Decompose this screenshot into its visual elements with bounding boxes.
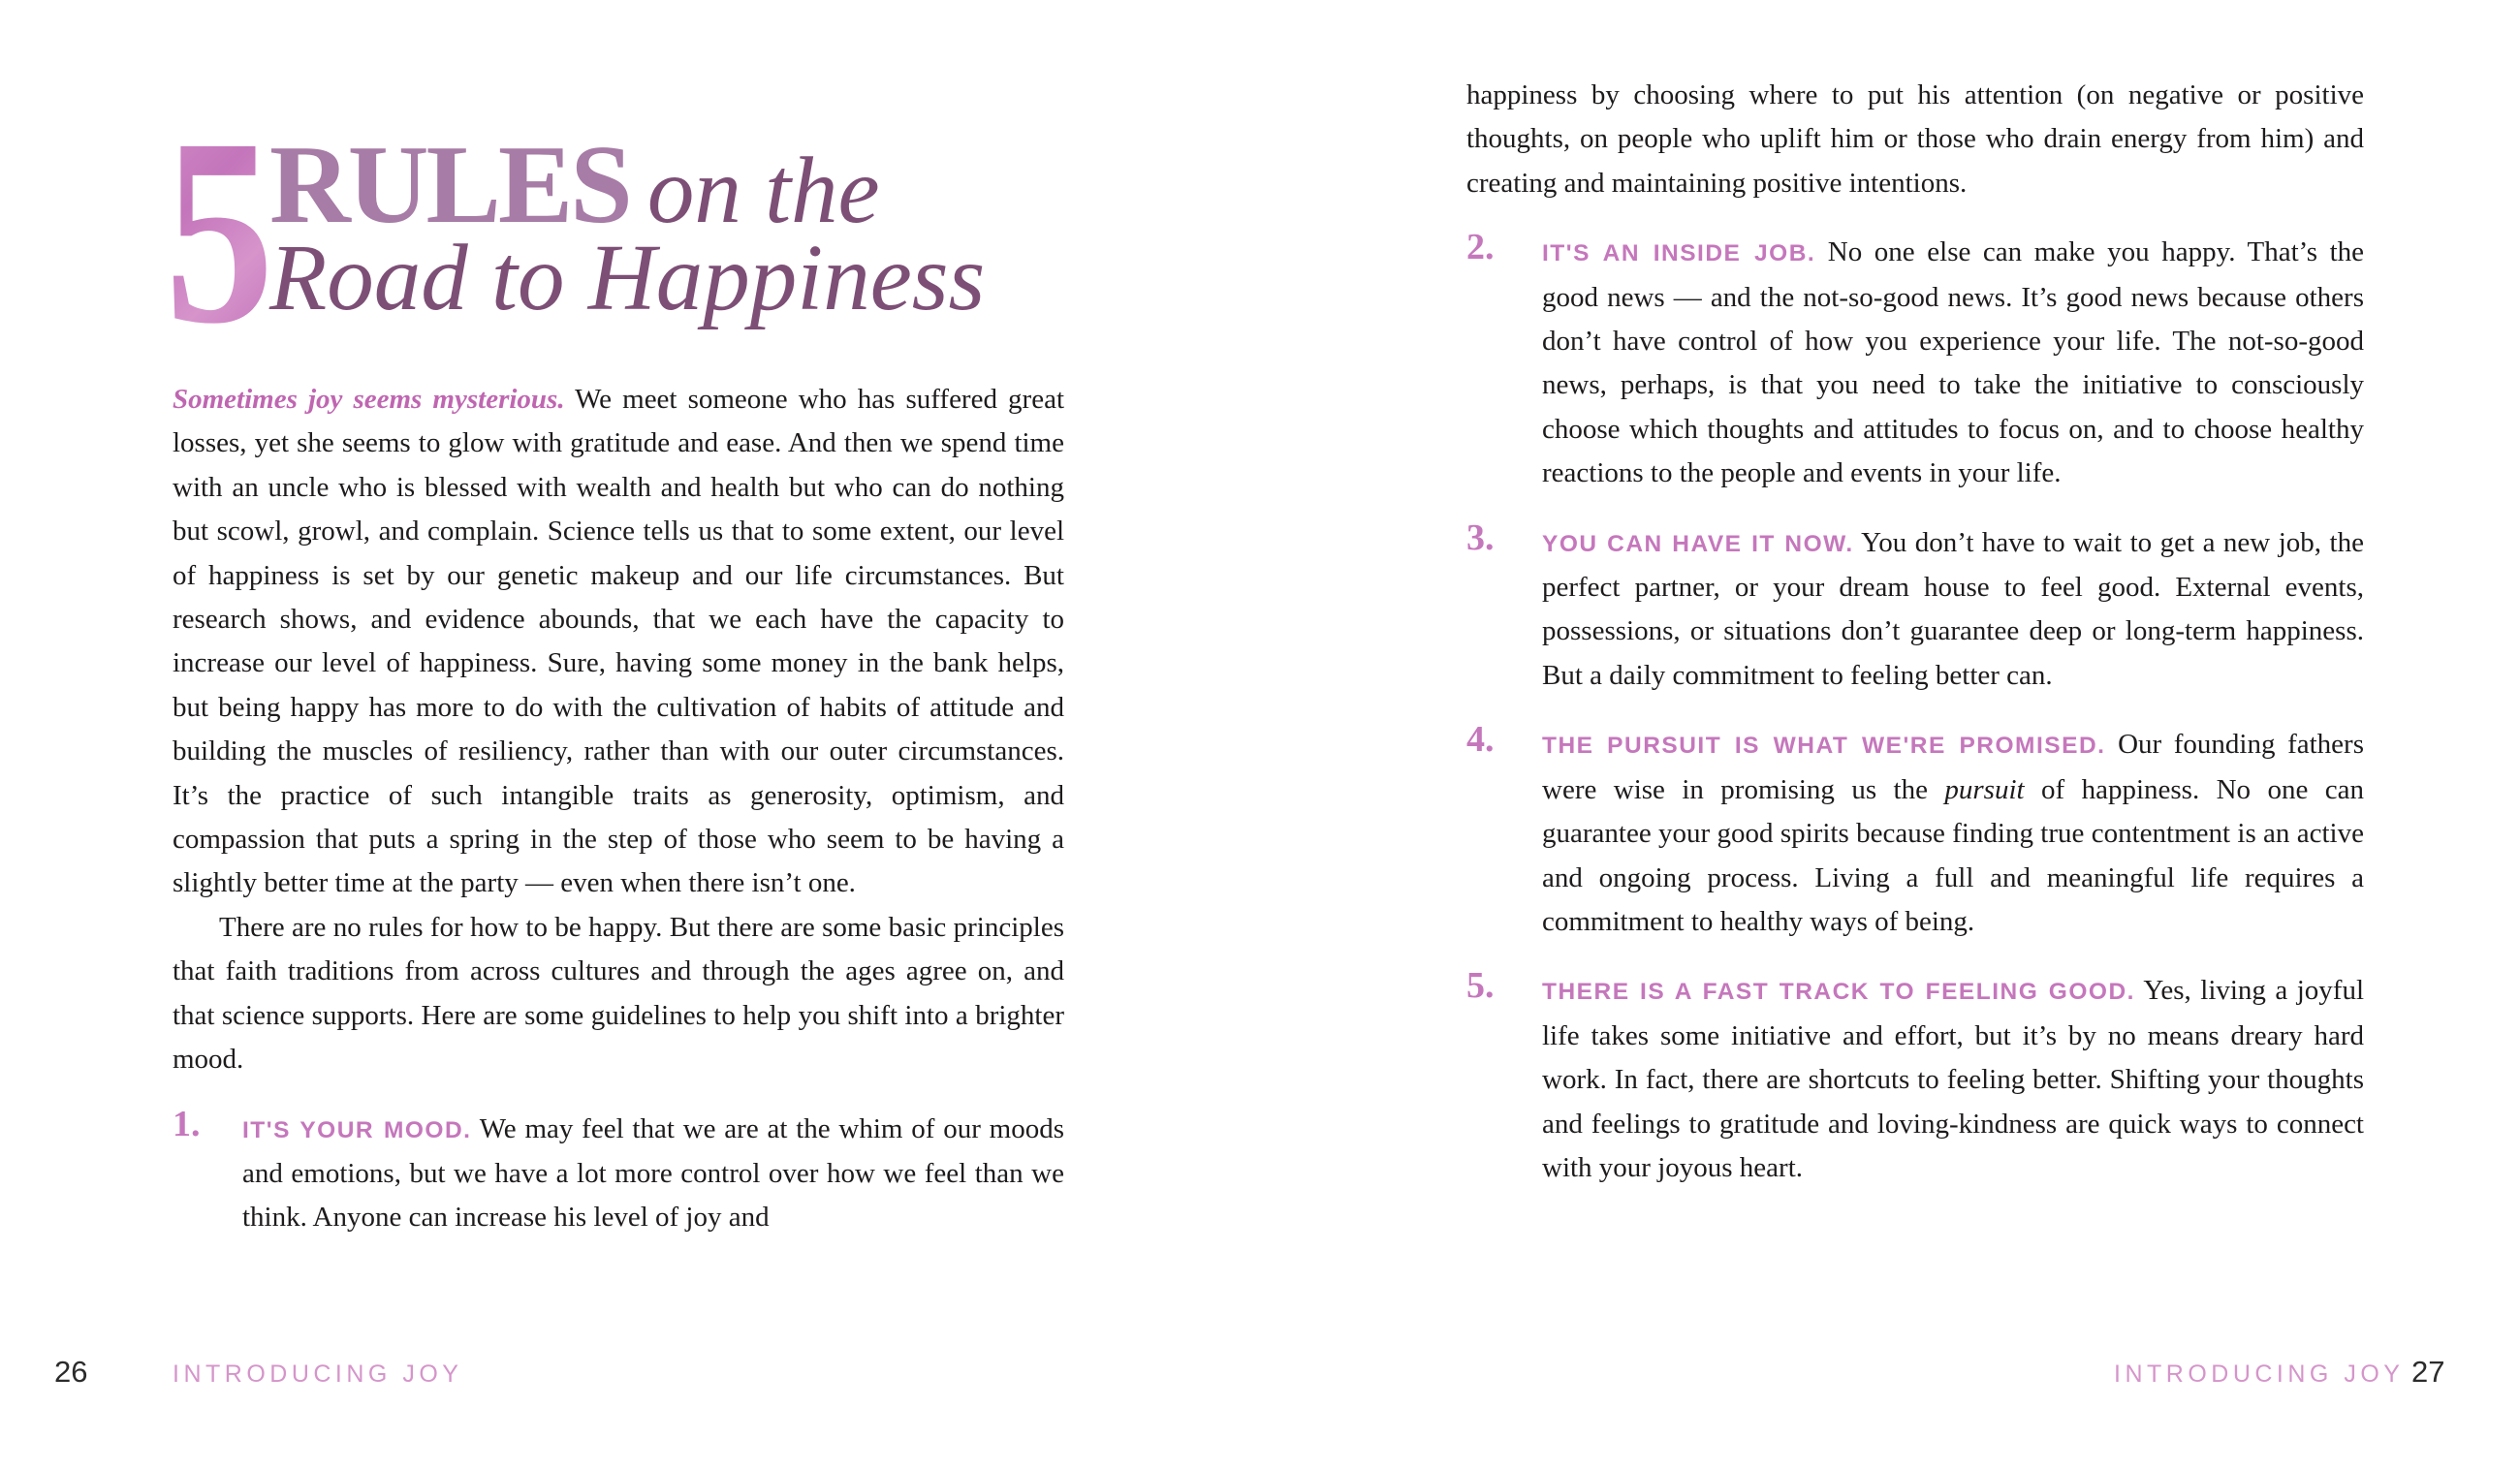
- rule-item-3-label: YOU CAN HAVE IT NOW.: [1542, 530, 1854, 557]
- rule-item-3-body: You don’t have to wait to get a new job, the perfect partner, or your dream house to feel good. External events, possessions, or situations don’t guarantee deep or long-term happiness. But a daily commitment to feeling better can.: [1542, 526, 2364, 691]
- left-page-text-column: [173, 378, 1064, 1240]
- rule-item-5: [1466, 965, 2365, 1190]
- rule-item-1: [173, 1103, 1064, 1240]
- rule-item-5-label: THERE IS A FAST TRACK TO FEELING GOOD.: [1542, 979, 2135, 1006]
- intro-lead-in: Sometimes joy seems mysterious.: [173, 384, 565, 415]
- rule-item-2-label: IT'S AN INSIDE JOB.: [1542, 240, 1816, 267]
- intro-paragraph-2: There are no rules for how to be happy. But there are some basic principles that faith traditions from across cultures and through the ages agree on, and that science supports. Here are some guidelines to help you shift into a brighter mood.: [173, 911, 1064, 1076]
- rule-item-4-label: THE PURSUIT IS WHAT WE'RE PROMISED.: [1542, 733, 2106, 760]
- chapter-title-rules: RULES: [269, 123, 630, 247]
- rule-item-5-number: 5.: [1466, 965, 1495, 1007]
- rule-item-1-label: IT'S YOUR MOOD.: [242, 1116, 472, 1143]
- rule-item-4-number: 4.: [1466, 719, 1495, 761]
- rule-item-2: [1466, 227, 2365, 495]
- rule-item-2-body: No one else can make you happy. That’s the good news — and the not-so-good news. It’s good news because others don’t have control of how you experience your life. The not-so-good news, perhaps, is that you need to take the initiative to consciously choose which thoughts and attitudes to focus on, and to choose healthy reactions to the people and events in your life.: [1542, 236, 2365, 489]
- rule-item-1-continuation: happiness by choosing where to put his attention (on negative or positive thoughts, on people who uplift him or those who drain energy from him) and creating and maintaining positive intentions.: [1466, 79, 2364, 199]
- running-head-right: INTRODUCING JOY: [2114, 1361, 2405, 1388]
- page-number-left: 26: [54, 1355, 88, 1389]
- rule-item-3: [1466, 516, 2364, 699]
- running-head-left: INTRODUCING JOY: [173, 1361, 463, 1388]
- rule-item-5-body: Yes, living a joyful life takes some initiative and effort, but it’s by no means dreary hard work. In fact, there are shortcuts to feeling better. Shifting your thoughts and feelings to gratitude and loving-kindness are quick ways to connect with your joyous heart.: [1542, 975, 2365, 1183]
- rule-item-4-body-italic: pursuit: [1944, 773, 2025, 805]
- chapter-big-numeral: 5: [165, 84, 274, 379]
- rule-item-3-number: 3.: [1466, 516, 1495, 558]
- intro-paragraph-1: [173, 378, 1064, 906]
- rule-item-4-body-pre: Our founding fathers were wise in promising us the: [1542, 729, 2364, 805]
- right-page-text-column: [1466, 74, 2364, 1190]
- intro-paragraph-1-text: We meet someone who has suffered great losses, yet she seems to glow with gratitude and ease. And then we spend time with an uncle who is blessed with wealth and health but who can do nothing but scowl, growl, and complain. Science tells us that to some extent, our level of happiness is set by our genetic makeup and our life circumstances. But research shows, and evidence abounds, that we each have the capacity to increase our level of happiness. Sure, having some money in the bank helps, but being happy has more to do with the cultivation of habits of attitude and building the muscles of resiliency, rather than with our outer circumstances. It’s the practice of such intangible traits as generosity, optimism, and compassion that puts a spring in the step of those who seem to be having a slightly better time at the party — even when there isn’t one.: [173, 384, 1064, 899]
- rule-item-4-body-post: of happiness. No one can guarantee your good spirits because finding true contentment is an active and ongoing process. Living a full and meaningful life requires a commitment to healthy ways of being.: [1542, 773, 2364, 937]
- rule-item-1-body: We may feel that we are at the whim of our moods and emotions, but we have a lot more control over how we feel than we think. Anyone can increase his level of joy and: [242, 1112, 1064, 1234]
- page-number-right: 27: [2411, 1355, 2445, 1389]
- chapter-title-on-the: on the: [646, 139, 880, 242]
- rule-item-1-number: 1.: [173, 1103, 201, 1144]
- chapter-title-line-1: [269, 123, 880, 247]
- rule-item-4: [1466, 719, 2364, 944]
- chapter-title-line-2: Road to Happiness: [269, 226, 986, 329]
- rule-item-2-number: 2.: [1466, 227, 1495, 268]
